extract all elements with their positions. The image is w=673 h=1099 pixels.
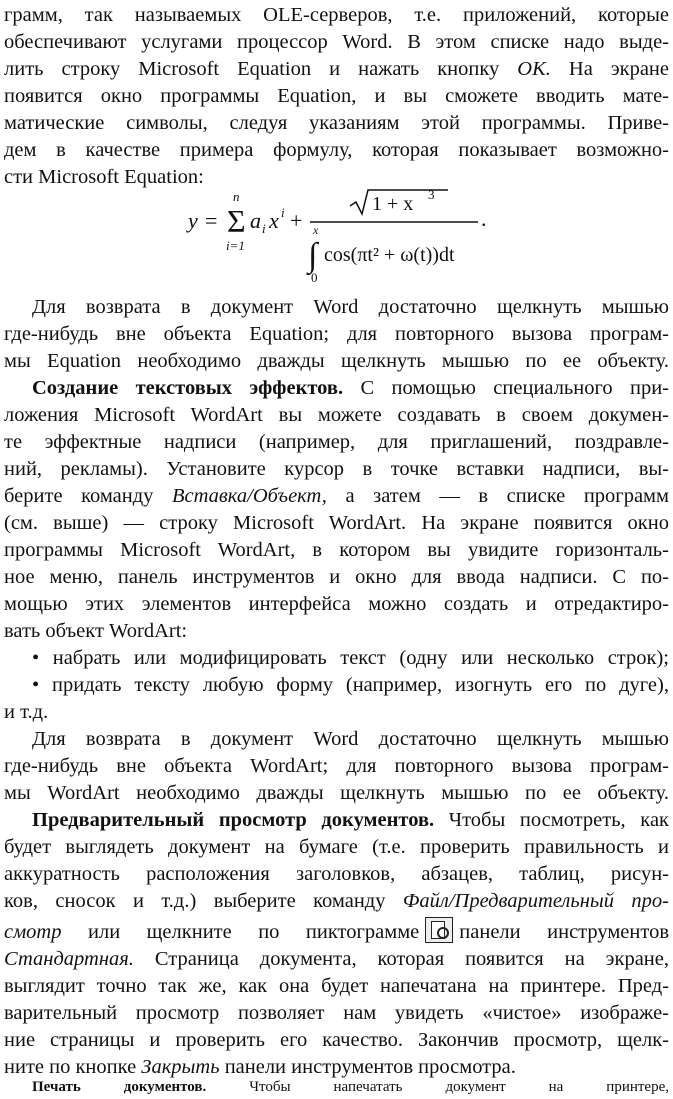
text-line: ложения Microsoft WordArt вы можете создавать в своем докумен- xyxy=(4,404,669,426)
text-line: Для возврата в документ Word достаточно щелкнуть мышью xyxy=(32,728,669,750)
text-line: ное меню, панель инструментов и окно для ввода надписи. С по- xyxy=(4,566,669,588)
text-span: или щелкните по пиктограмме xyxy=(61,921,420,943)
text-span: На экране xyxy=(550,58,669,80)
text-line: обеспечивают услугами процессор Word. В этом списке надо выде- xyxy=(4,31,669,53)
text-line: где-нибудь вне объекта Equation; для повторного вызова програм- xyxy=(4,323,669,345)
text-line: мы Equation необходимо дважды щелкнуть мышью по ее объекту. xyxy=(4,350,669,372)
text-line: где-нибудь вне объекта WordArt; для повторного вызова програм- xyxy=(4,755,669,777)
text-span: панели инструментов xyxy=(459,921,669,943)
formula-term-x: x xyxy=(269,208,279,233)
text-line xyxy=(4,483,669,510)
text-line: ние страницы и проверить его качество. Закончив просмотр, щелк- xyxy=(4,1029,669,1051)
offpage-text xyxy=(0,0,1,1)
formula-den: cos(πt² + ω(t))dt xyxy=(324,244,455,266)
text-span: Страница документа, которая появится на экране, xyxy=(133,948,669,970)
heading-text-effects: Создание текстовых эффектов. xyxy=(32,377,344,399)
text-span: ните по кнопке xyxy=(4,1056,142,1078)
text-line xyxy=(4,888,669,915)
text-line: мы WordArt необходимо дважды щелкнуть мышью по ее объекту. xyxy=(4,782,669,804)
formula-int-lower: 0 xyxy=(311,270,318,285)
text-line: матические символы, следуя указаниям этой программы. Приве- xyxy=(4,112,669,134)
text-line: программы Microsoft WordArt, в котором вы увидите горизонталь- xyxy=(4,539,669,561)
menu-path: смотр xyxy=(4,921,62,943)
text-span: панели инструментов просмотра. xyxy=(219,1056,516,1078)
text-span: Чтобы посмотреть, как xyxy=(434,809,670,831)
text-line xyxy=(32,375,669,402)
text-line xyxy=(32,1077,669,1097)
text-line: мощью этих элементов интерфейса можно создать и отредактиро- xyxy=(4,593,669,615)
formula-num: 1 + x xyxy=(372,193,414,215)
print-preview-icon xyxy=(425,917,453,943)
formula-period: . xyxy=(481,206,487,231)
formula-eq: = xyxy=(205,208,218,233)
text-line: выглядит точно так же, как она будет напечатана на принтере. Пред- xyxy=(4,975,669,997)
text-span: а затем — в списке программ xyxy=(326,485,669,507)
text-line: будет выглядеть документ на бумаге (т.е. проверить правильность и xyxy=(4,836,669,858)
text-line: те эффектные надписи (например, для приглашений, поздравле- xyxy=(4,431,669,453)
text-line xyxy=(4,56,669,83)
text-line: дем в качестве примера формулу, которая показывает возможно- xyxy=(4,139,669,161)
formula-term-sup: i xyxy=(281,205,285,220)
text-line: сти Microsoft Equation: xyxy=(4,166,204,188)
text-span: берите команду xyxy=(4,485,172,507)
equation-formula xyxy=(0,186,673,286)
offpage-text xyxy=(0,0,1,1)
offpage-text xyxy=(0,0,1,1)
text-line: появится окно программы Equation, и вы сможете вводить мате- xyxy=(4,85,669,107)
text-line: варительный просмотр позволяет нам увидеть «чистое» изображе- xyxy=(4,1002,669,1024)
offpage-text xyxy=(0,0,1,1)
menu-path: Вставка/Объект, xyxy=(171,485,327,507)
toolbar-name: Стандартная. xyxy=(4,948,134,970)
text-line: вать объект WordArt: xyxy=(4,620,188,642)
text-span: Чтобы напечатать документ на принтере, xyxy=(206,1079,669,1095)
formula-sum-upper: n xyxy=(233,189,240,204)
bullet-item: • набрать или модифицировать текст (одну или несколько строк); xyxy=(32,647,669,669)
ok-term: OK. xyxy=(517,58,551,80)
menu-path: Файл/Предварительный про- xyxy=(402,890,669,912)
formula-lhs: y xyxy=(188,208,198,233)
formula-sum-sign: Σ xyxy=(227,203,246,239)
text-line xyxy=(32,807,669,834)
formula-term: a xyxy=(250,208,261,233)
offpage-text xyxy=(0,0,1,1)
formula-int-sign: ∫ xyxy=(308,237,318,274)
text-line xyxy=(4,917,669,946)
formula-int-upper: x xyxy=(313,223,319,237)
offpage-text xyxy=(0,0,1,1)
text-line: и т.д. xyxy=(4,701,49,723)
button-name: Закрыть xyxy=(141,1056,220,1078)
offpage-text xyxy=(0,0,1,1)
heading-print: Печать документов. xyxy=(32,1079,207,1095)
text-span: ков, сносок и т.д.) выберите команду xyxy=(4,890,403,912)
bullet-item: • придать тексту любую форму (например, изогнуть его по дуге), xyxy=(32,674,669,696)
text-line: грамм, так называемых OLE-серверов, т.е. приложений, которые xyxy=(4,4,669,26)
text-line xyxy=(4,946,669,973)
formula-term-sub: i xyxy=(262,221,266,236)
text-line: ний, рекламы). Установите курсор в точке вставки надписи, вы- xyxy=(4,458,669,480)
heading-preview: Предварительный просмотр документов. xyxy=(32,809,435,831)
text-line: аккуратность расположения заголовков, абзацев, таблиц, рисун- xyxy=(4,863,669,885)
formula-plus: + xyxy=(290,208,303,233)
formula-sum-lower: i=1 xyxy=(226,238,245,253)
text-line: (см. выше) — строку Microsoft WordArt. На экране появится окно xyxy=(4,512,669,534)
text-line: Для возврата в документ Word достаточно щелкнуть мышью xyxy=(32,296,669,318)
text-span: С помощью специального при- xyxy=(343,377,669,399)
text-span: лить строку Microsoft Equation и нажать кнопку xyxy=(4,58,518,80)
formula-num-exp: 3 xyxy=(428,187,435,202)
